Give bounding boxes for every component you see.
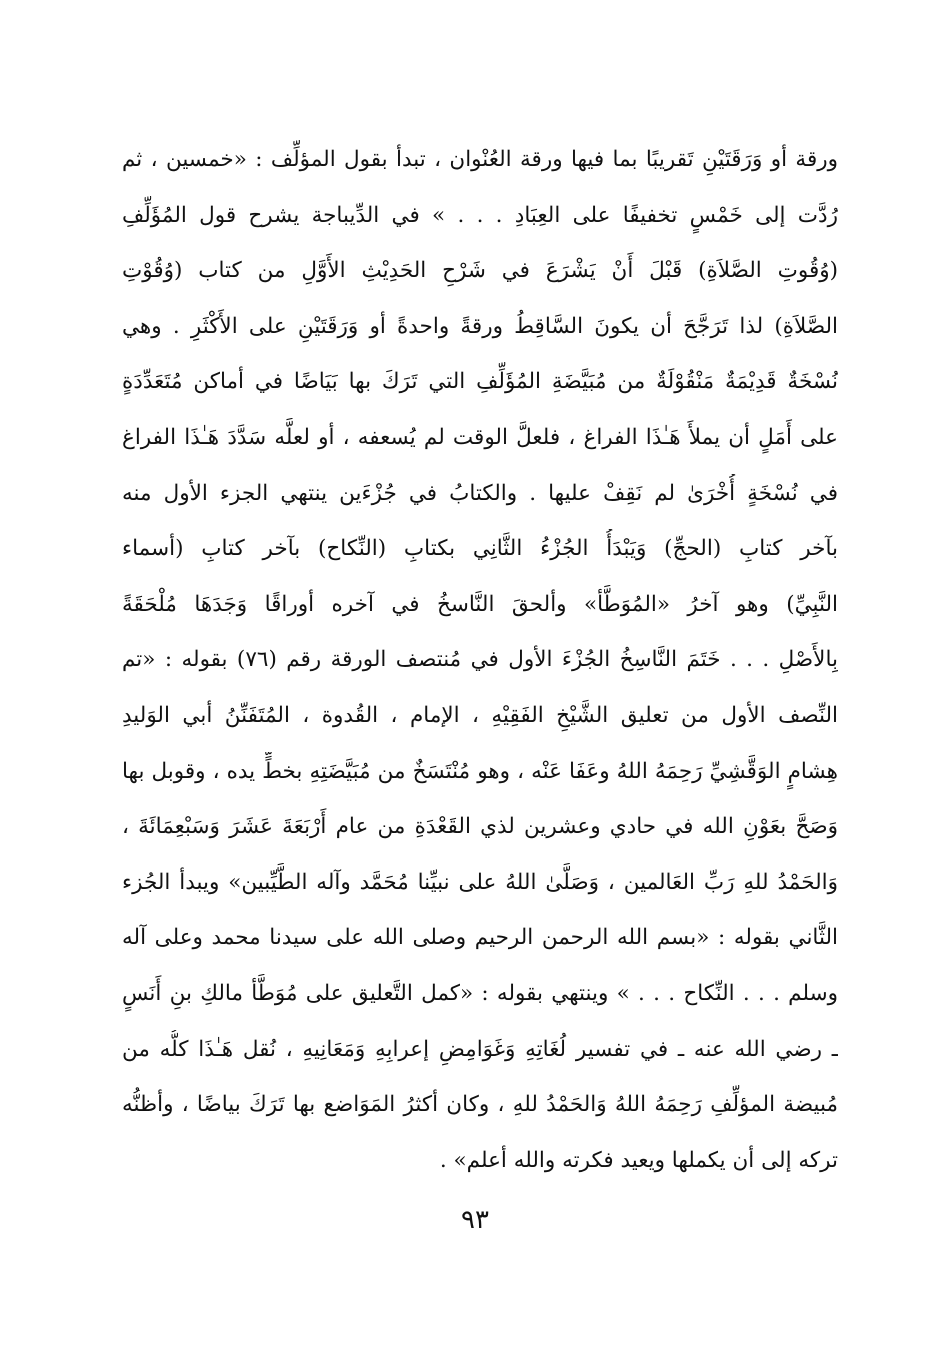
text-line: بِالأَصْلِ . . . خَتَمَ النَّاسِخُ الجُزْءَ الأول في مُنتصف الورقة رقم (٧٦) بقوله : «تم [122, 647, 838, 673]
text-line: ـ رضي الله عنه ـ في تفسير لُغَاتِهِ وَغَوَامِضِ إعرابِهِ وَمَعَانِيهِ ، نُقل هَـٰذَا كلُّه من [122, 1036, 838, 1062]
text-line: وَالحَمْدُ للهِ رَبِّ العَالمين ، وَصَلَّىٰ اللهُ على نبيِّنا مُحَمَّد وآله الطَّيِّبين» ويبدأ الجُزء [122, 869, 838, 895]
text-line: على أَمَلٍ أن يملأَ هَـٰذَا الفراغ ، فلعلَّ الوقت لم يُسعفه ، أو لعلَّه سَدَّدَ هَـٰذَا الفراغ [122, 424, 838, 450]
text-line: هِشامٍ الوَقَّشِيِّ رَحِمَهُ اللهُ وعَفَا عَنْه ، وهو مُنْتَسَخٌ من مُبَيَّضَتِهِ بخطٍّ يده ، وقوبل بها [122, 758, 838, 784]
text-line: الثَّاني بقوله : «بسم الله الرحمن الرحيم وصلى الله على سيدنا محمد وعلى آله [122, 925, 838, 951]
text-line: رُدَّت إلى خَمْسٍ تخفيفًا على العِبَادِ . . . » في الدِّيباجة يشرح قول المُؤَلِّفِ [122, 202, 838, 228]
text-line: بآخر كتابِ (الحجِّ) وَيَبْدَأُ الجُزْءُ الثَّانِي بكتابِ (النِّكاح) بآخر كتابِ (أسماء [122, 536, 838, 562]
text-line: وسلم . . . النِّكاح . . . » وينتهي بقوله : «كمل التَّعليق على مُوَطَّأ مالكِ بنِ أَنَسٍ [122, 980, 838, 1006]
text-line: مُبيضة المؤلِّفِ رَحِمَهُ اللهُ وَالحَمْدُ للهِ ، وكان أكثرُ المَوَاضع بها تَرَكَ بياضًا ، وأظنُّه [122, 1092, 838, 1118]
text-line: ورقة أو وَرَقَتَيْنِ تَقريبًا بما فيها ورقة العُنْوان ، تبدأ بقول المؤلِّف : «خمسين ، ثم [122, 147, 838, 172]
text-line: (وُقُوتِ الصَّلاَةِ) قَبْلَ أَنْ يَشْرَعَ في شَرْحِ الحَدِيْثِ الأَوَّلِ من كتاب (وُقُوْتِ [122, 258, 838, 284]
text-line: وَصَحَّ بعَوْنِ الله في حادي وعشرين لذي القَعْدَةِ من عام أَرْبَعَةَ عَشَرَ وَسَبْعِمَائَةَ ، [122, 814, 838, 840]
text-line: تركه إلى أن يكملها ويعيد فكرته والله أعلم» . [439, 1147, 838, 1173]
body-text [122, 140, 838, 1196]
text-line: النِّصف الأول من تعليق الشَّيْخِ الفَقِيْهِ ، الإمام ، القُدوة ، المُتَفَنِّنُ أبي الوَليدِ [122, 702, 838, 728]
text-line: نُسْخَةٌ قَدِيْمَةٌ مَنْقُوْلَةٌ من مُبَيَّضَةِ المُؤَلِّفِ التي تَرَكَ بها بَيَاضًا في أماكن مُتَعَدِّدَةٍ [122, 369, 838, 395]
text-line: النَّبِيِّ) وهو آخرُ «المُوَطَّأ» وألحقَ النَّاسخُ في آخره أوراقًا وَجَدَهَا مُلْحَقَةً [122, 591, 838, 617]
page-number: ٩٣ [461, 1205, 489, 1235]
text-line: في نُسْخَةٍ أُخْرَىٰ لم نَقِفْ عليها . والكتابُ في جُزْءَين ينتهي الجزء الأول منه [122, 480, 838, 506]
text-line: الصَّلاَةِ) لذا تَرَجَّحَ أن يكونَ السَّاقِطُ ورقةً واحدةً أو وَرَقَتَيْنِ على الأَكْثَرِ . وهي [122, 313, 838, 339]
